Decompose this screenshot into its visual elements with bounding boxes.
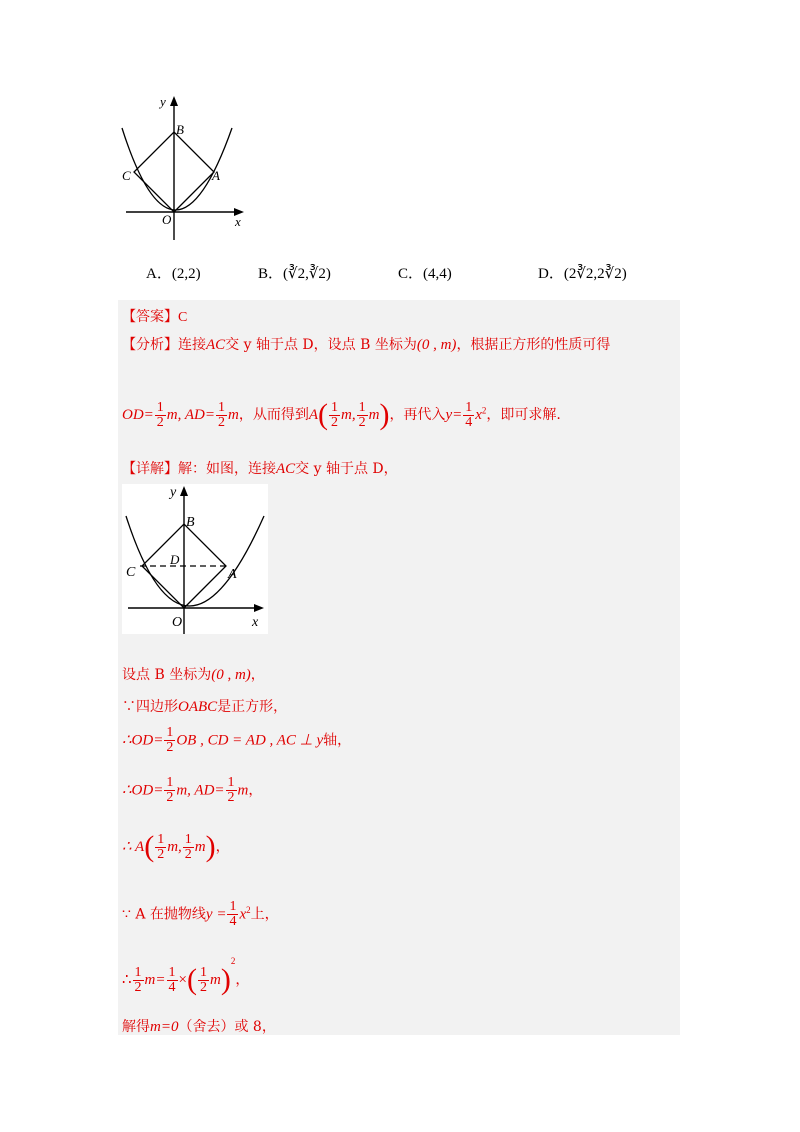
step-5: ∴ A( $\frac{1}{2}$ m, $\frac{1}{2}$ m)， [122,830,230,863]
math: (0 , m) [211,667,251,683]
den: 4 [465,414,473,430]
text: 交 y 轴于点 D， [295,461,398,477]
answer-tag: 【答案】 [122,309,178,325]
math: (0 , m) [416,337,457,353]
math: y= [445,407,463,423]
fraction [167,966,178,995]
fraction [329,401,340,430]
label-a: A [228,567,237,582]
den: 4 [168,979,176,995]
fraction [357,401,368,430]
fraction [216,401,227,430]
math: x [239,906,247,923]
exponent: 2 [481,405,487,416]
label-b: B [186,515,195,530]
num: 1 [227,775,235,790]
option-c [398,262,452,283]
step-4 [122,776,262,805]
label-o: O [172,615,183,630]
num: 1 [217,399,225,415]
fraction [226,776,237,805]
text: ，从而得到 [238,407,309,423]
num: 1 [184,831,192,847]
num: 1 [199,964,207,980]
label-y: y [160,94,166,109]
text: ，再代入 [389,407,446,423]
den: 2 [156,414,164,430]
option-value: (2,2) [171,266,201,282]
math: OD= [122,407,154,423]
math: m, AD= [176,782,225,799]
math: AC [276,461,296,477]
num: 1 [156,399,164,415]
text: 解：如图，连接 [178,461,276,477]
detail-tag: 【详解】 [122,461,178,477]
label-y: y [170,485,177,500]
text: 解得 [122,1019,150,1035]
math: × [178,972,187,988]
text: 交 y 轴于点 D，设点 B 坐标为 [225,337,417,353]
step-7: ∴ $\frac{1}{2}$ m= $\frac{1}{4}$ ×( $\frac{1}{2}$ m)$^2$， [122,956,250,996]
label-c: C [126,565,136,580]
x-axis-arrow [254,604,264,612]
option-letter: B． [258,266,284,282]
den: 2 [331,414,338,430]
den: 2 [217,414,225,430]
math: AC [206,337,226,353]
figure-parabola-square [118,92,248,242]
label-x: x [235,214,241,229]
step-3 [122,726,351,755]
math: m, AD= [166,407,215,423]
text: ， [215,839,230,855]
text: 轴， [323,732,352,749]
fraction [183,833,194,862]
text: ∵ A 在抛物线 [122,906,206,923]
step-8 [122,1016,276,1036]
text: 上， [250,906,279,923]
den: 4 [229,914,237,929]
text: ∵四边形 [122,699,178,715]
label-c: C [122,168,131,183]
exponent: 2 [246,904,251,915]
option-d [538,262,627,283]
math: m [368,407,380,423]
den: 2 [166,790,174,805]
math: m= [144,972,166,988]
den: 2 [166,740,174,755]
fraction [227,900,238,929]
text: ， [235,972,250,988]
text: ， [248,782,263,799]
math: m, [341,407,356,423]
text: ， [250,667,265,683]
label-a: A [212,168,220,183]
math: ∴ A [122,839,145,855]
math: m, [167,839,182,855]
den: 2 [157,846,165,862]
den: 2 [134,979,142,995]
text: 设点 B 坐标为 [122,667,212,683]
num: 1 [157,831,165,847]
math: ∴OD= [122,732,164,749]
text: 是正方形， [217,699,288,715]
num: 1 [358,399,366,415]
option-value: (2∛2,2∛2) [563,266,627,282]
text: （舍去）或 8， [178,1019,276,1035]
step-2 [122,696,287,716]
math: A [308,407,318,423]
den: 2 [227,790,235,805]
num: 1 [331,399,338,415]
step-1 [122,664,265,684]
text: ，即可求解. [486,407,561,423]
num: 1 [166,725,174,740]
math: m=0 [150,1019,179,1035]
analysis-tag: 【分析】 [122,337,178,353]
answer-line [122,306,187,326]
exponent: 2 [230,956,236,966]
math: m [209,972,221,988]
option-b [258,262,331,283]
math: OABC [178,699,218,715]
math: x [475,407,482,423]
math: m [237,782,249,799]
den: 2 [199,979,207,995]
fraction [164,776,175,805]
figure-parabola-square-with-d [122,484,268,634]
option-letter: C． [398,266,424,282]
math: ∴ [122,972,132,988]
answer-value: C [178,310,188,325]
text: 连接 [178,337,206,353]
label-o: O [162,212,172,227]
y-axis-arrow [170,96,178,106]
fraction [155,833,166,862]
label-d: D [170,552,180,567]
y-axis-arrow [180,486,188,496]
option-value: (∛2,∛2) [283,266,331,282]
num: 1 [229,899,237,914]
math: m [227,407,239,423]
num: 1 [166,775,174,790]
num: 1 [168,964,176,980]
fraction [198,966,209,995]
label-b: B [176,122,184,137]
den: 2 [184,846,192,862]
detail-line [122,458,398,478]
math: m [194,839,206,855]
option-a [146,262,201,283]
text: ，根据正方形的性质可得 [456,337,611,353]
num: 1 [465,399,473,415]
fraction [155,401,166,430]
math: OB , CD = AD , AC ⊥ y [176,732,324,749]
fraction [463,401,474,430]
option-letter: A． [146,266,172,282]
num: 1 [134,964,142,980]
fraction [164,726,175,755]
den: 2 [358,414,366,430]
math: y = [205,906,227,923]
math: ∴OD= [122,782,164,799]
step-6 [122,900,279,929]
option-value: (4,4) [423,266,452,282]
fraction [133,966,144,995]
analysis-line-2: OD= $\frac{1}{2}$ m, AD= $\frac{1}{2}$ m，从而得到A( $\frac{1}{2}$ m, $\frac{1}{2}$ m)，再代入y= $\frac{1}{4}$ $x^2$，即可求解. [122,398,561,431]
analysis-line-1 [122,334,610,354]
option-letter: D． [538,266,564,282]
label-x: x [252,615,259,630]
